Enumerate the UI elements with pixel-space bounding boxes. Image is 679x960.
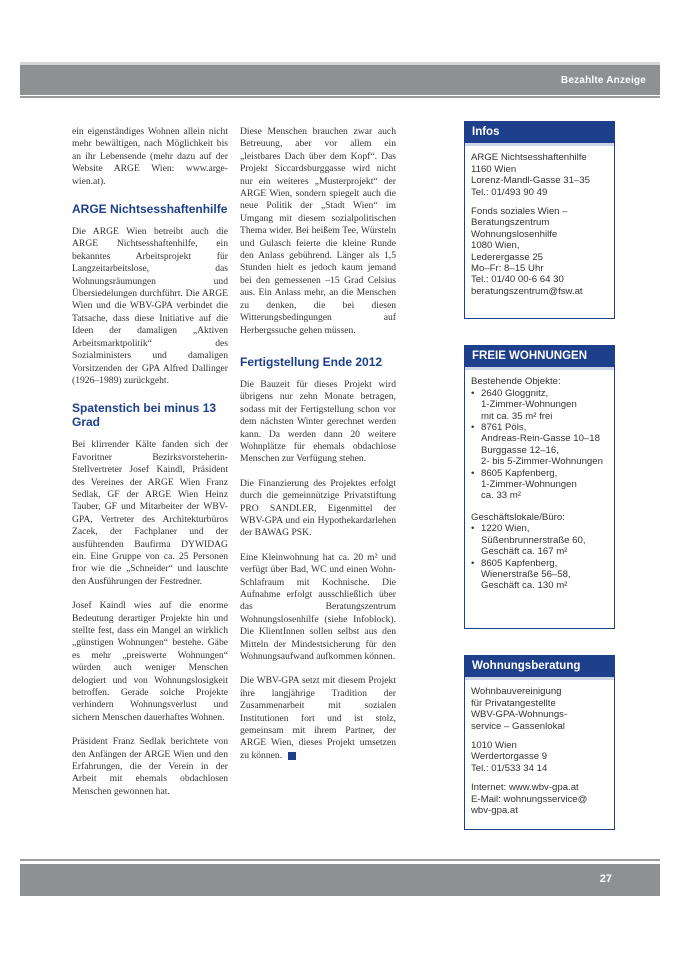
listing-line: 2- bis 5-Zimmer-Wohnungen (481, 456, 603, 468)
list-item (471, 523, 608, 557)
listing-line: ca. 33 m² (481, 490, 521, 502)
existing-label: Bestehende Objekte: (471, 376, 561, 388)
article-column-middle (240, 126, 396, 774)
header-bar (20, 62, 660, 95)
article-column-left (72, 126, 228, 810)
info-line: Fonds soziales Wien – (471, 206, 568, 218)
listing-line: 1220 Wien, (481, 523, 530, 535)
info-line: 1080 Wien, (471, 240, 520, 252)
listing-line: Geschäft ca. 167 m² (481, 546, 568, 558)
info-email: beratungszentrum@fsw.at (471, 285, 583, 297)
listing-line: mit ca. 35 m² frei (481, 410, 553, 422)
listing-line: Geschäft ca. 130 m² (481, 580, 568, 592)
info-line: Tel.: 01/40 00-6 64 30 (471, 274, 564, 286)
info-line: Wohnbauvereinigung (471, 686, 562, 698)
listing-line: Burggasse 12–16, (481, 444, 559, 456)
housing-advice-box (464, 655, 615, 830)
paragraph-text: Die WBV-GPA setzt mit diesem Projekt ihre langjährige Tradition der Zusammenarbeit mit sozialen Institutionen fort und ist stolz, gemeinsam mit ihrem Partner, der ARGE Wien, dieses Projekt umsetzen zu können. (240, 675, 396, 761)
info-email: wbv-gpa.at (471, 805, 518, 817)
list-item (471, 558, 608, 592)
info-line: WBV-GPA-Wohnungs- (471, 709, 568, 721)
listing-line: Wienerstraße 56–58, (481, 568, 571, 580)
info-line: Lederergasse 25 (471, 251, 544, 263)
listing-line: 1-Zimmer-Wohnungen (481, 399, 577, 411)
list-item (471, 422, 608, 468)
info-line: für Privatangestellte (471, 697, 556, 709)
paragraph: Josef Kaindl wies auf die enorme Bedeutung derartiger Projekte hin und stellte fest, dass ein Mangel an wirklich „günstigen Wohnungen“ bestehe. Gäbe es mehr „preiswerte Wohnungen“ würden auch weniger Menschen delogiert und von Wohnungslosigkeit betroffen. Gerade solche Projekte verhindern Wohnungsverlust und sichern Menschen dauerhaftes Wohnen. (72, 600, 228, 723)
listing-line: 8605 Kapfenberg, (481, 557, 558, 569)
commercial-label: Geschäftslokale/Büro: (471, 511, 565, 523)
info-line: Werdertorgasse 9 (471, 751, 548, 763)
info-line: Tel.: 01/493 90 49 (471, 186, 548, 198)
infos-org-arge (471, 152, 608, 198)
free-apartments-title: FREIE WOHNUNGEN (465, 346, 614, 370)
page-number: 27 (599, 873, 612, 885)
info-website: Internet: www.wbv-gpa.at (471, 782, 579, 794)
footer-bar (20, 864, 660, 896)
paragraph: Präsident Franz Sedlak berichtete von den Anfängen der ARGE Wien und den Erfahrungen, die der Verein in der Arbeit mit ehemals obdachlosen Menschen gewonnen hat. (72, 736, 228, 797)
section-heading: Spatenstich bei minus 13 Grad (72, 401, 217, 430)
infos-org-fsw (471, 206, 608, 297)
info-line: Lorenz-Mandl-Gasse 31–35 (471, 175, 590, 187)
header-divider (20, 96, 660, 98)
paragraph: Diese Menschen brauchen zwar auch Betreuung, aber vor allem ein „leistbares Dach über dem Kopf“. Das Projekt Siccardsburggasse wird nicht nur ein weiteres „Musterprojekt“ der ARGE Wien, sondern spiegelt auch die neue Politik der „Stadt Wien“ im Umgang mit diesem sozialpolitischen Thema wider. Bei heißem Tee, Würsteln und Gulasch feierte die kleine Runde den Anlass gebührend. Länger als 1,5 Stunden hielt es jedoch kaum jemand bei den gemessenen –15 Grad Celsius aus. Ein Anlass mehr, an die Menschen zu denken, die bei diesen Witterungsbedingungen auf Herbergssuche gehen müssen. (240, 126, 396, 336)
housing-advice-title: Wohnungsberatung (465, 656, 614, 680)
info-email: E-Mail: wohnungsservice@ (471, 793, 588, 805)
infos-box-title: Infos (465, 122, 614, 146)
list-item (471, 468, 608, 502)
listing-line: 2640 Gloggnitz, (481, 387, 549, 399)
listing-line: Andreas-Rein-Gasse 10–18 (481, 433, 600, 445)
paid-ad-label: Bezahlte Anzeige (560, 75, 646, 86)
info-line: service – Gassenlokal (471, 720, 565, 732)
paragraph: Die Finanzierung des Projektes erfolgt durch die gemeinnützige Privatstiftung PRO SANDLER, Eigenmittel der WBV-GPA und ein Hypothekardarlehen der BAWAG PSK. (240, 477, 396, 539)
paragraph: Eine Kleinwohnung hat ca. 20 m² und verfügt über Bad, WC und einen Wohn-Schlafraum mit Kochnische. Die Aufnahme erfolgt ausschließlich über das Beratungszentrum Wohnungslosenhilfe (siehe Infoblock). Die KlientInnen sollen selbst aus den Mitteln der Mindestsicherung für den Wohnungsaufwand aufkommen können. (240, 551, 396, 663)
section-heading: ARGE Nichtsesshaftenhilfe (72, 202, 228, 217)
listing-line: 8761 Pöls, (481, 422, 527, 434)
section-heading: Fertigstellung Ende 2012 (240, 354, 383, 369)
info-line: Wohnungslosenhilfe (471, 228, 558, 240)
end-mark-icon (288, 752, 296, 760)
paragraph: Bei klirrender Kälte fanden sich der Favoritner Bezirksvorsteherin-Stellvertreter Josef Kaindl, Präsident des Vereines der ARGE Wien Franz Sedlak, GF der ARGE Wien Heinz Tauber, GF und Mitarbeiter der WBV-GPA, Vertreter des Architekturbüros Zacek, der Fachplaner und der ausführenden Baufirma DYWIDAG ein. Eine Gruppe von ca. 25 Personen fror wie die „Schneider“ und lauschte den Ausführungen der Festredner. (72, 439, 228, 587)
advice-contact (471, 782, 608, 816)
paragraph: ein eigenständiges Wohnen allein nicht mehr bewältigen, nach Möglichkeit bis an ihr Lebensende (mehr dazu auf der Website ARGE Wien: www.arge-wien.at). (72, 126, 228, 187)
list-item (471, 388, 608, 422)
info-line: 1160 Wien (471, 163, 517, 175)
free-apartments-box (464, 345, 615, 629)
listing-line: 1-Zimmer-Wohnungen (481, 479, 577, 491)
existing-list (471, 388, 608, 502)
paragraph: Die ARGE Wien betreibt auch die ARGE Nichtsesshaftenhilfe, ein bekanntes Arbeitsprojekt für Langzeitarbeitslose, das Wohnungsräumungen und Übersiedelungen durchführt. Die ARGE Wien und die WBV-GPA verbindet die Tatsache, dass diese Initiative auf die Ideen der damaligen „Aktiven Arbeitsmarktpolitik“ des Sozialministers und damaligen Vorsitzenden der GPA Alfred Dallinger (1926–1989) zurückgeht. (72, 226, 228, 386)
info-line: ARGE Nichtsesshaftenhilfe (471, 152, 587, 164)
paragraph: Die Bauzeit für dieses Projekt wird übrigens nur zehn Monate betragen, sodass mit der Fertigstellung schon vor dem nächsten Winter gerechnet werden kann. Da werden dann 20 weitere Wohnplätze für ehemals obdachlose Menschen zur Verfügung stehen. (240, 378, 396, 465)
infos-box (464, 121, 615, 319)
paragraph (240, 675, 396, 762)
info-line: Mo–Fr: 8–15 Uhr (471, 263, 544, 275)
listing-line: Süßenbrunnerstraße 60, (481, 534, 586, 546)
commercial-list (471, 523, 608, 591)
info-line: 1010 Wien (471, 740, 517, 752)
advice-address (471, 740, 608, 774)
advice-org (471, 686, 608, 732)
info-line: Tel.: 01/533 34 14 (471, 762, 548, 774)
info-line: Beratungszentrum (471, 217, 550, 229)
footer-divider (20, 859, 660, 861)
listing-line: 8605 Kapfenberg, (481, 467, 558, 479)
